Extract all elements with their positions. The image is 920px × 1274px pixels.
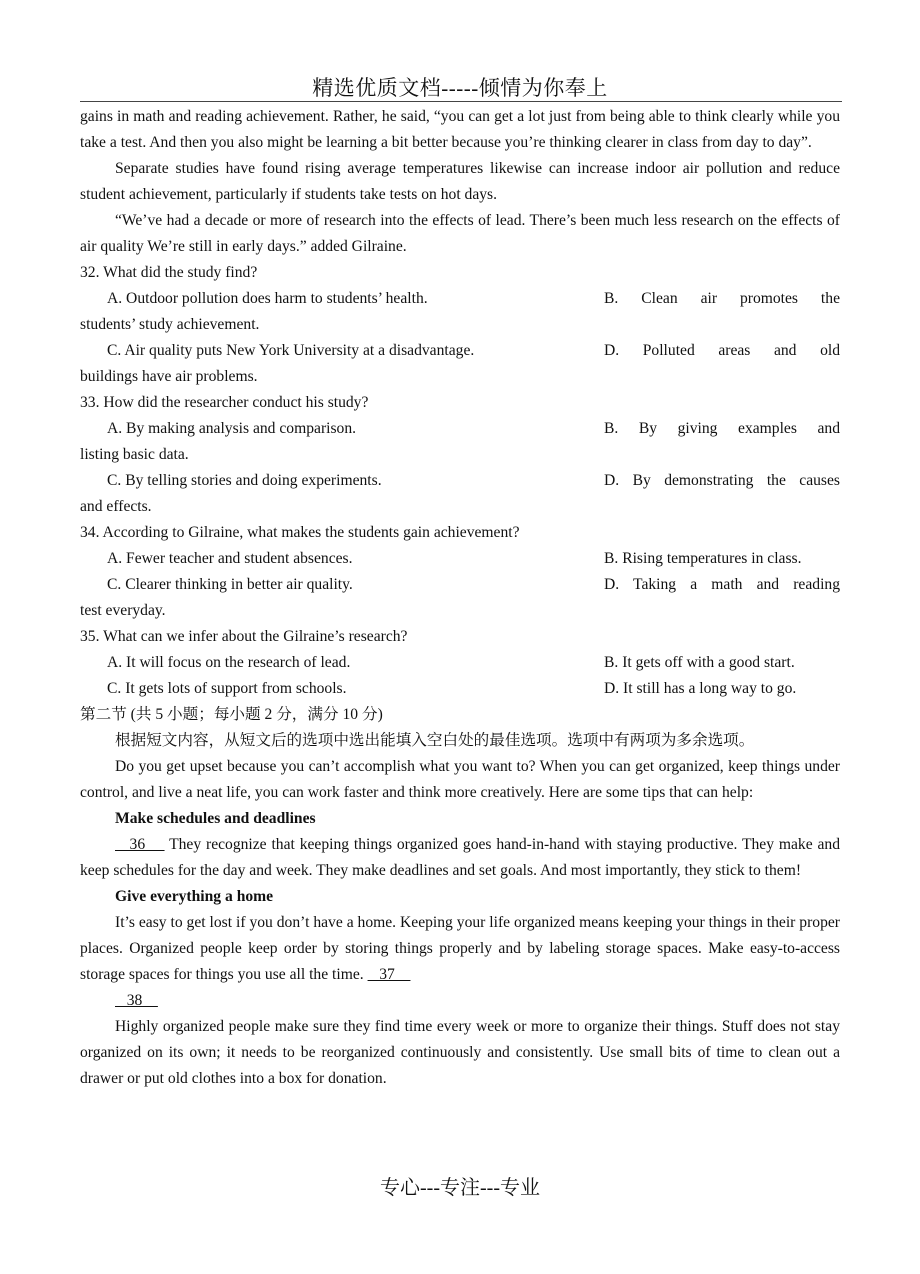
option-d: D. Polluted areas and old	[604, 342, 840, 359]
option-b: B. Rising temperatures in class.	[604, 550, 802, 567]
option-a: A. Outdoor pollution does harm to students’ health.	[107, 290, 428, 307]
option-b: B. Clean air promotes the	[604, 290, 840, 307]
blank-line	[80, 988, 840, 1014]
option-d: D. By demonstrating the causes	[604, 472, 840, 489]
option-row	[80, 546, 840, 572]
passage-paragraph: Do you get upset because you can’t accomplish what you want to? When you can get organized, keep things under control, and live a neat life, you can work faster and think more creatively. Here are some tips that can help:	[80, 758, 840, 801]
option-b-continued: students’ study achievement.	[80, 316, 260, 333]
option-row	[80, 338, 840, 364]
question-stem: 35. What can we infer about the Gilraine’s research?	[80, 628, 408, 645]
option-a: A. It will focus on the research of lead.	[107, 654, 351, 671]
passage-paragraph: Highly organized people make sure they find time every week or more to organize their things. Stuff does not stay organized on its own; it needs to be reorganized continuously and consistently. Use small bits of time to clean out a drawer or put old clothes into a box for donation.	[80, 1018, 840, 1087]
page-footer: 专心---专注---专业	[380, 1177, 540, 1199]
option-d-continued: test everyday.	[80, 602, 166, 619]
option-row	[80, 286, 840, 312]
header-divider	[80, 101, 842, 102]
subheading: Give everything a home	[115, 888, 274, 905]
option-b: B. It gets off with a good start.	[604, 654, 795, 671]
option-c: C. It gets lots of support from schools.	[107, 680, 347, 697]
option-a: A. By making analysis and comparison.	[107, 420, 357, 437]
passage-paragraph: gains in math and reading achievement. Rather, he said, “you can get a lot just from being able to think clearly while you take a test. And then you also might be learning a bit better because you’re thinking clearer in class from day to day”.	[80, 108, 840, 151]
paragraph-text: It’s easy to get lost if you don’t have a home. Keeping your life organized means keeping your things in their proper places. Organized people keep order by storing things properly and by labeling storage spaces. Make easy-to-access storage spaces for things you use all the time.	[80, 914, 840, 983]
blank-38: 38	[115, 992, 158, 1009]
option-row	[80, 572, 840, 598]
option-c: C. By telling stories and doing experiments.	[107, 472, 382, 489]
blank-37: 37	[367, 966, 411, 983]
paragraph-text: They recognize that keeping things organized goes hand-in-hand with staying productive. They make and keep schedules for the day and week. They make deadlines and set goals. And most importantly, they stick to them!	[80, 836, 840, 879]
option-row	[80, 650, 840, 676]
option-row	[80, 416, 840, 442]
subheading: Make schedules and deadlines	[115, 810, 316, 827]
section-heading: 第二节 (共 5 小题；每小题 2 分，满分 10 分)	[80, 706, 383, 723]
option-d: D. Taking a math and reading	[604, 576, 840, 593]
passage-paragraph	[80, 832, 840, 884]
option-row	[80, 468, 840, 494]
passage-paragraph: Separate studies have found rising average temperatures likewise can increase indoor air pollution and reduce student achievement, particularly if students take tests on hot days.	[80, 160, 840, 203]
question-stem: 33. How did the researcher conduct his study?	[80, 394, 369, 411]
option-b: B. By giving examples and	[604, 420, 840, 437]
question-stem: 32. What did the study find?	[80, 264, 258, 281]
blank-36: 36	[115, 836, 165, 853]
option-c: C. Clearer thinking in better air quality.	[107, 576, 353, 593]
passage-paragraph: “We’ve had a decade or more of research into the effects of lead. There’s been much less research on the effects of air quality We’re still in early days.” added Gilraine.	[80, 212, 840, 255]
option-d-continued: buildings have air problems.	[80, 368, 258, 385]
option-a: A. Fewer teacher and student absences.	[107, 550, 353, 567]
page-header: 精选优质文档-----倾情为你奉上	[312, 76, 608, 100]
option-c: C. Air quality puts New York University at a disadvantage.	[107, 342, 475, 359]
option-b-continued: listing basic data.	[80, 446, 189, 463]
question-stem: 34. According to Gilraine, what makes the students gain achievement?	[80, 524, 520, 541]
section-instruction: 根据短文内容，从短文后的选项中选出能填入空白处的最佳选项。选项中有两项为多余选项。	[115, 732, 755, 749]
document-body	[80, 104, 840, 1092]
option-d-continued: and effects.	[80, 498, 152, 515]
option-d: D. It still has a long way to go.	[604, 680, 797, 697]
passage-paragraph	[80, 910, 840, 988]
option-row	[80, 676, 840, 702]
